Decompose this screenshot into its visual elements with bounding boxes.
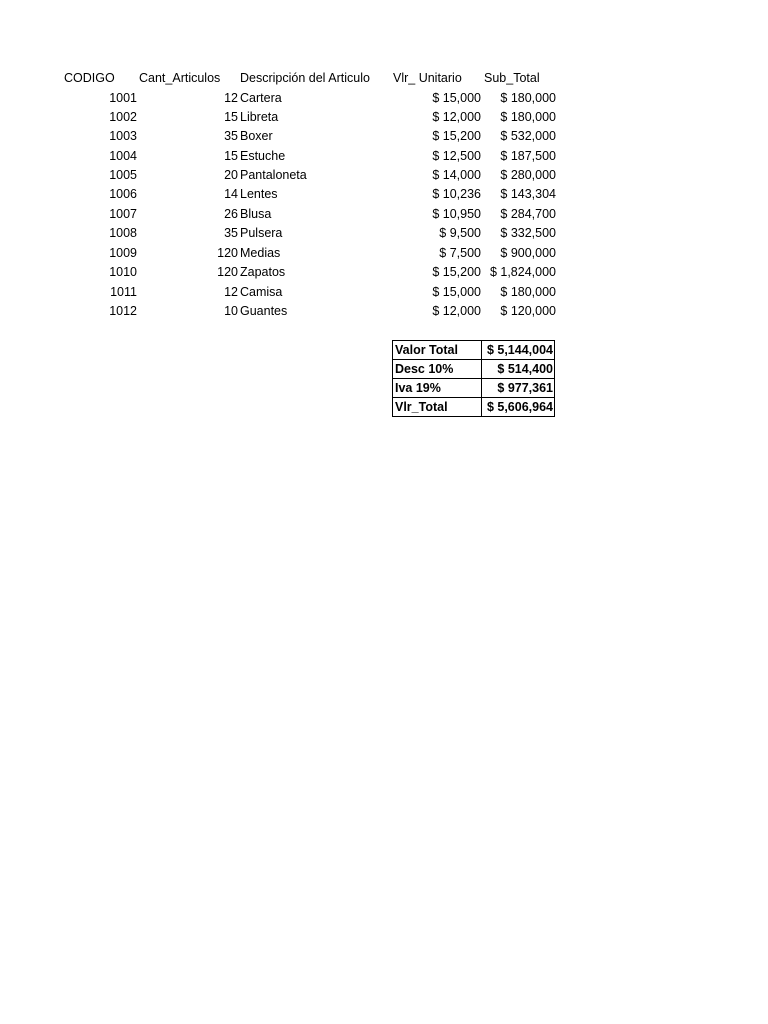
cell-codigo: 1011 bbox=[110, 285, 137, 299]
cell-codigo: 1005 bbox=[109, 168, 137, 182]
cell-desc: Camisa bbox=[240, 285, 283, 299]
cell-cant: 12 bbox=[224, 91, 238, 105]
cell-codigo: 1008 bbox=[109, 226, 137, 240]
header-descripcion: Descripción del Articulo bbox=[240, 71, 370, 85]
cell-codigo: 1001 bbox=[109, 91, 137, 105]
cell-cant: 120 bbox=[217, 246, 238, 260]
cell-desc: Estuche bbox=[240, 149, 286, 163]
cell-sub: $ 1,824,000 bbox=[489, 265, 556, 279]
cell-unit: $ 12,500 bbox=[432, 149, 481, 163]
cell-unit: $ 7,500 bbox=[439, 246, 481, 260]
cell-desc: Boxer bbox=[240, 129, 273, 143]
cell-desc: Zapatos bbox=[240, 265, 286, 279]
cell-desc: Pulsera bbox=[240, 226, 283, 240]
header-sub-total: Sub_Total bbox=[484, 71, 540, 85]
cell-desc: Medias bbox=[240, 246, 281, 260]
summary-label-desc: Desc 10% bbox=[393, 360, 482, 379]
summary-row bbox=[393, 398, 555, 417]
table-row bbox=[0, 89, 768, 108]
cell-cant: 15 bbox=[224, 149, 238, 163]
cell-cant: 35 bbox=[224, 226, 238, 240]
cell-desc: Libreta bbox=[240, 110, 279, 124]
header-vlr-unitario: Vlr_ Unitario bbox=[393, 71, 462, 85]
cell-sub: $ 284,700 bbox=[500, 207, 556, 221]
cell-unit: $ 15,200 bbox=[432, 265, 481, 279]
cell-desc: Blusa bbox=[240, 207, 272, 221]
table-row bbox=[0, 205, 768, 224]
cell-sub: $ 532,000 bbox=[500, 129, 556, 143]
cell-cant: 10 bbox=[224, 304, 238, 318]
cell-codigo: 1012 bbox=[109, 304, 137, 318]
summary-value-valor-total: $ 5,144,004 bbox=[482, 341, 555, 360]
table-row bbox=[0, 283, 768, 302]
cell-cant: 15 bbox=[224, 110, 238, 124]
table-row bbox=[0, 263, 768, 282]
cell-unit: $ 10,950 bbox=[432, 207, 481, 221]
cell-cant: 120 bbox=[217, 265, 238, 279]
summary-label-valor-total: Valor Total bbox=[393, 341, 482, 360]
table-row bbox=[0, 147, 768, 166]
cell-sub: $ 180,000 bbox=[500, 110, 556, 124]
table-row bbox=[0, 244, 768, 263]
summary-row bbox=[393, 379, 555, 398]
cell-sub: $ 280,000 bbox=[500, 168, 556, 182]
cell-cant: 12 bbox=[224, 285, 238, 299]
cell-sub: $ 180,000 bbox=[500, 285, 556, 299]
cell-unit: $ 9,500 bbox=[439, 226, 481, 240]
summary-label-vlr-total: Vlr_Total bbox=[393, 398, 482, 417]
cell-codigo: 1006 bbox=[109, 187, 137, 201]
table-row bbox=[0, 185, 768, 204]
cell-unit: $ 12,000 bbox=[432, 110, 481, 124]
summary-value-vlr-total: $ 5,606,964 bbox=[482, 398, 555, 417]
summary-label-iva: Iva 19% bbox=[393, 379, 482, 398]
summary-value-desc: $ 514,400 bbox=[482, 360, 555, 379]
summary-row bbox=[393, 360, 555, 379]
cell-sub: $ 332,500 bbox=[500, 226, 556, 240]
cell-codigo: 1010 bbox=[109, 265, 137, 279]
cell-codigo: 1002 bbox=[109, 110, 137, 124]
table-row bbox=[0, 302, 768, 321]
cell-cant: 20 bbox=[224, 168, 238, 182]
table-row bbox=[0, 108, 768, 127]
cell-sub: $ 187,500 bbox=[500, 149, 556, 163]
header-row bbox=[0, 69, 768, 88]
cell-codigo: 1004 bbox=[109, 149, 137, 163]
cell-codigo: 1007 bbox=[109, 207, 137, 221]
cell-unit: $ 15,000 bbox=[432, 91, 481, 105]
table-row bbox=[0, 166, 768, 185]
cell-codigo: 1003 bbox=[109, 129, 137, 143]
summary-table bbox=[392, 340, 555, 417]
summary-value-iva: $ 977,361 bbox=[482, 379, 555, 398]
cell-unit: $ 10,236 bbox=[432, 187, 481, 201]
header-cant-articulos: Cant_Articulos bbox=[139, 71, 221, 85]
cell-cant: 14 bbox=[224, 187, 238, 201]
cell-desc: Cartera bbox=[240, 91, 282, 105]
cell-unit: $ 14,000 bbox=[432, 168, 481, 182]
header-codigo: CODIGO bbox=[64, 71, 115, 85]
cell-sub: $ 900,000 bbox=[500, 246, 556, 260]
summary-row bbox=[393, 341, 555, 360]
cell-cant: 26 bbox=[224, 207, 238, 221]
table-row bbox=[0, 224, 768, 243]
cell-unit: $ 15,200 bbox=[432, 129, 481, 143]
cell-codigo: 1009 bbox=[109, 246, 137, 260]
cell-desc: Guantes bbox=[240, 304, 288, 318]
cell-cant: 35 bbox=[224, 129, 238, 143]
cell-sub: $ 120,000 bbox=[500, 304, 556, 318]
table-row bbox=[0, 127, 768, 146]
cell-desc: Lentes bbox=[240, 187, 278, 201]
cell-desc: Pantaloneta bbox=[240, 168, 307, 182]
cell-unit: $ 15,000 bbox=[432, 285, 481, 299]
cell-unit: $ 12,000 bbox=[432, 304, 481, 318]
cell-sub: $ 143,304 bbox=[500, 187, 556, 201]
cell-sub: $ 180,000 bbox=[500, 91, 556, 105]
